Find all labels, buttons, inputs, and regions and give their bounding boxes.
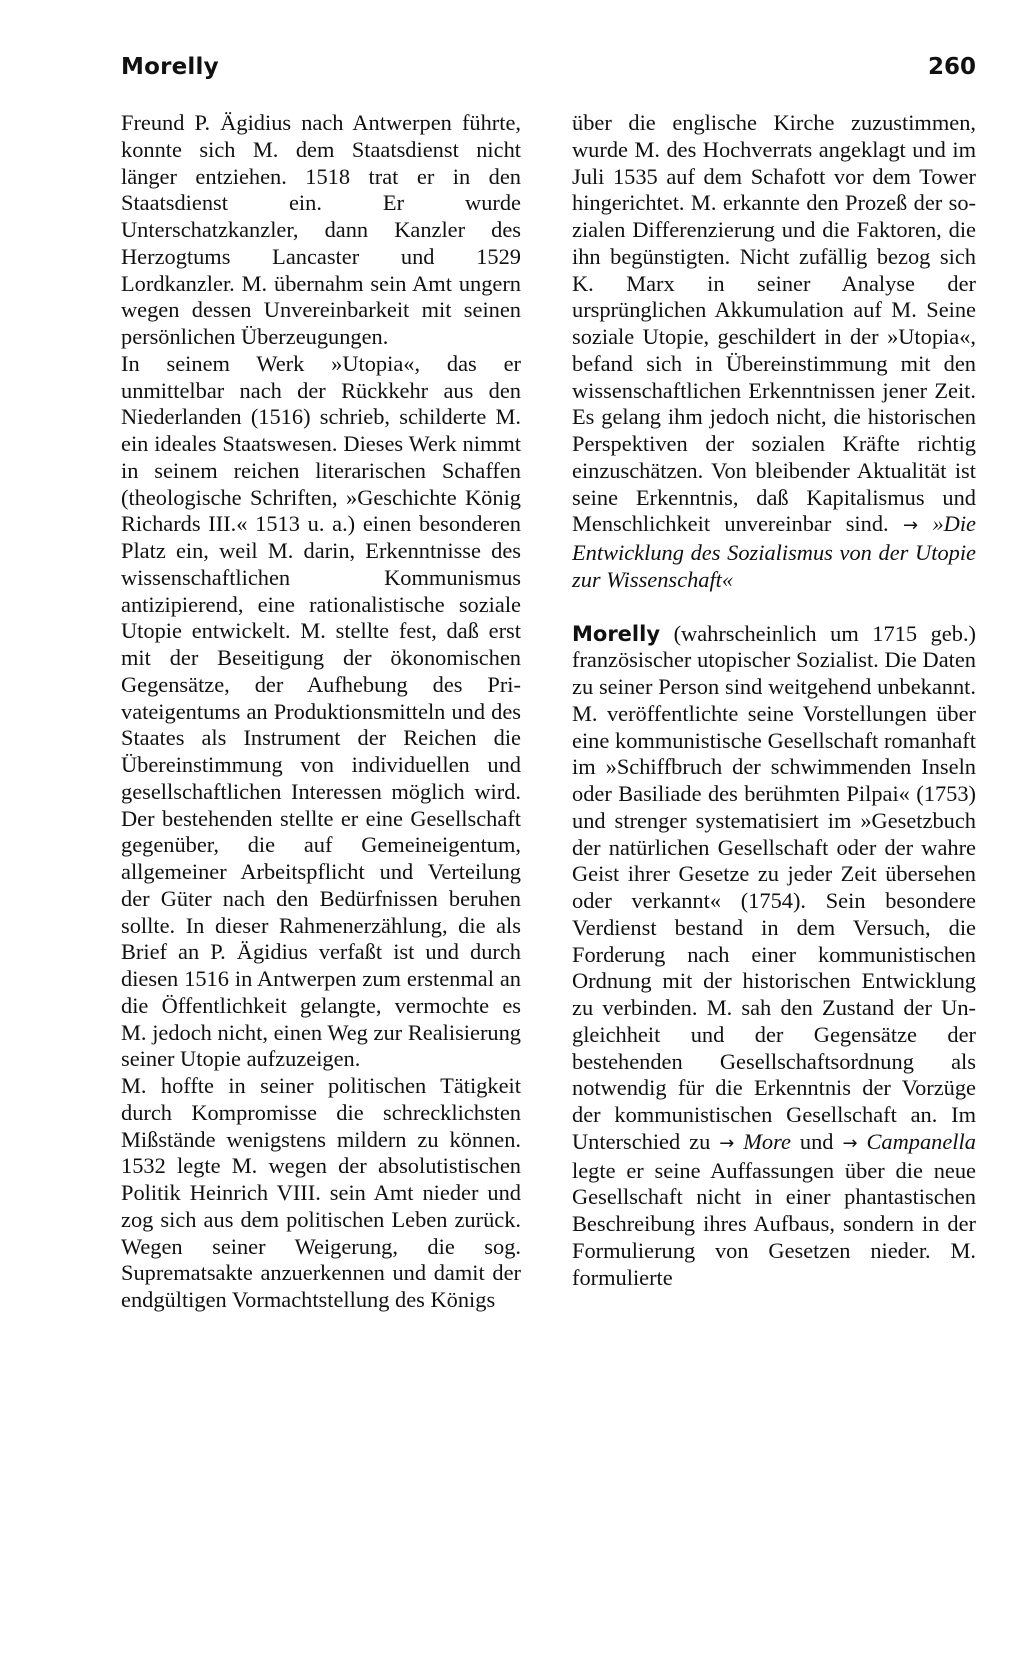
paragraph-text: und (799, 1128, 834, 1154)
entry-paragraph (572, 621, 976, 1292)
paragraph: In seinem Werk »Utopia«, das er unmittelbar nach der Rückkehr aus den Niederlanden (1516) schrieb, schilderte M. ein ideales Staatswesen. Dieses Werk nimmt in seinem reichen literarischen Schaffen (theologische Schriften, »Geschichte König Richards III.« 1513 u. a.) einen besonderen Platz ein, weil M. darin, Erkenntnisse des wissenschaftlichen Kommunismus antizipierend, eine rationalistische soziale Utopie entwickelt. M. stellte fest, daß erst mit der Beseitigung der ökonomischen Gegensätze, der Aufhebung des Privateigentums an Produktionsmitteln und des Staates als Instrument der Reichen die Übereinstimmung von individuellen und gesellschaftlichen Interessen möglich wird. Der bestehenden stellte er eine Gesellschaft gegenüber, die auf Gemeineigentum, allgemeiner Arbeitspflicht und Verteilung der Güter nach den Bedürfnissen beruhen sollte. In dieser Rahmenerzählung, die als Brief an P. Ägidius verfaßt ist und durch diesen 1516 in Antwerpen zum erstenmal an die Öffentlichkeit gelangte, vermochte es M. jedoch nicht, einen Weg zur Realisierung seiner Utopie aufzuzeigen. (121, 350, 521, 1072)
page-number: 260 (927, 54, 976, 80)
paragraph-text: legte er seine Auffassungen über die neue Gesellschaft nicht in einer phantastischen Beschreibung ihres Aufbaus, sondern in der Formulierung von Gesetzen nieder. M. formulierte (572, 1157, 976, 1290)
left-column (121, 110, 521, 1314)
cross-reference-link[interactable]: More (743, 1128, 791, 1154)
cross-reference-arrow-icon: → (842, 1132, 858, 1154)
cross-reference-arrow-icon: → (719, 1132, 735, 1154)
running-head: Morelly (121, 54, 219, 80)
page-header (121, 54, 976, 94)
paragraph-text: (wahrscheinlich um 1715 geb.) französischer utopischer Sozialist. Die Daten zu seiner Person sind weitgehend unbekannt. M. veröffentlichte seine Vorstellungen über eine kommunistische Gesellschaft romanhaft im »Schiffbruch der schwimmenden Inseln oder Basiliade des berühmten Pilpai« (1753) und strenger systematisiert im »Gesetzbuch der natürlichen Gesellschaft oder der wahre Geist ihrer Gesetze zu jeder Zeit übersehen oder verkannt« (1754). Sein besondere Verdienst bestand in dem Versuch, die Forderung nach einer kommunistischen Ordnung mit der historischen Entwicklung zu verbinden. M. sah den Zustand der Ungleichheit und der Gegensätze der bestehenden Gesellschaftsordnung als notwendig für die Erkenntnis der Vorzüge der kommunistischen Gesellschaft an. Im Unterschied zu (572, 620, 976, 1154)
paragraph (572, 110, 976, 594)
cross-reference-arrow-icon: → (903, 515, 919, 537)
paragraph-text: über die englische Kirche zuzustimmen, wurde M. des Hochverrats angeklagt und im Juli 1535 auf dem Schafott vor dem Tower hingerichtet. M. erkannte den Prozeß der sozialen Differenzierung und die Faktoren, die ihn begünstigten. Nicht zufällig bezog sich K. Marx in seiner Analyse der ursprünglichen Akkumulation auf M. Seine soziale Utopie, geschildert in der »Utopia«, befand sich in Übereinstimmung mit den wissenschaftlichen Erkenntnissen jener Zeit. Es gelang ihm jedoch nicht, die historischen Perspektiven der sozialen Kräfte richtig einzuschätzen. Von bleibender Aktualität ist seine Erkenntnis, daß Kapitalismus und Menschlichkeit unvereinbar sind. (572, 110, 976, 537)
paragraph: Freund P. Ägidius nach Antwerpen führte, konnte sich M. dem Staatsdienst nicht länger entziehen. 1518 trat er in den Staatsdienst ein. Er wurde Unterschatzkanzler, dann Kanzler des Herzogtums Lancaster und 1529 Lordkanzler. M. übernahm sein Amt ungern wegen dessen Unvereinbarkeit mit seinen persönlichen Überzeugungen. (121, 110, 521, 349)
entry-headword: Morelly (572, 621, 661, 646)
paragraph: M. hoffte in seiner politischen Tätigkeit durch Kompromisse die schrecklichsten Mißstände wenigstens mildern zu können. 1532 legte M. wegen der absolutistischen Politik Heinrich VIII. sein Amt nieder und zog sich aus dem politischen Leben zurück. Wegen seiner Weigerung, die sog. Suprematsakte anzuerkennen und damit der endgültigen Vormachtstellung des Königs (121, 1073, 521, 1312)
right-column (572, 110, 976, 1291)
cross-reference-link[interactable]: Campanella (866, 1128, 976, 1154)
cross-reference-link[interactable]: »Die Entwicklung des Sozialismus von der Utopie zur Wissenschaft« (572, 511, 976, 592)
